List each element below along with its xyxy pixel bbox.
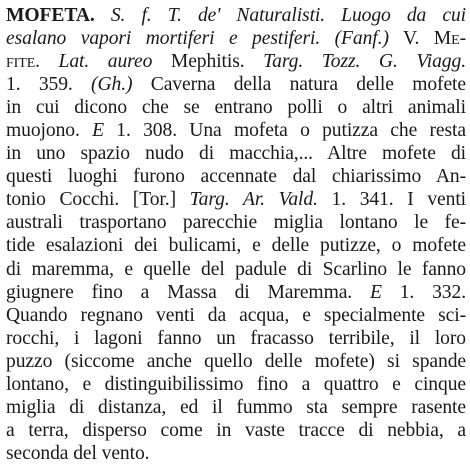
entry-line (6, 165, 466, 188)
entry-line (6, 281, 466, 304)
entry-text-segment: a terra, disperso come in vaste tracce di nebbia, a (6, 419, 466, 441)
entry-line (6, 327, 466, 350)
entry-text-segment: giugnere fino a Massa di Maremma. (6, 281, 370, 303)
entry-text-segment: Targ. Ar. Vald. (189, 189, 318, 211)
entry-text-segment: in uno spazio nudo di macchia,... Altre mofete di (6, 143, 466, 165)
entry-text-segment: Mephitis. (152, 51, 264, 73)
entry-text-segment: in cui dicono che se entrano polli o altri animali (6, 97, 466, 119)
entry-line (6, 304, 466, 327)
entry-text-segment: seconda del vento. (6, 442, 150, 464)
entry-text-segment: Caverna della natura delle mofete (132, 74, 466, 96)
entry-text-segment: miglia di distanza, ed il fummo sta sempre rasente (6, 396, 466, 418)
entry-text-segment: 1. 308. Una mofeta o putizza che resta (103, 120, 466, 142)
entry-line (6, 258, 466, 281)
entry-text-segment: rocchi, i lagoni fanno un fracasso terribile, il loro (6, 327, 466, 349)
entry-text-segment: E (92, 120, 104, 142)
entry-line (6, 442, 466, 465)
entry-line (6, 142, 466, 165)
entry-line (6, 73, 466, 96)
entry-line (6, 50, 466, 73)
entry-text-segment: MOFETA. (6, 5, 95, 26)
entry-line (6, 4, 466, 27)
entry-line (6, 27, 466, 50)
entry-line (6, 188, 466, 211)
entry-text-segment: (Fanf.) (320, 28, 389, 50)
entry-text-segment: V. (388, 28, 434, 50)
entry-text-segment: Me- (433, 28, 466, 50)
entry-line (6, 373, 466, 396)
entry-line (6, 96, 466, 119)
entry-line (6, 396, 466, 419)
entry-text-segment: 1. 332. (381, 281, 466, 303)
dictionary-entry-mofeta (6, 4, 466, 465)
entry-text-segment: Lat. aureo (39, 51, 153, 73)
entry-text-segment: fite. (6, 51, 40, 73)
entry-text-segment: muojono. (6, 120, 93, 142)
entry-text-segment: Targ. Tozz. G. Viagg. (263, 51, 466, 73)
entry-text-segment: esalano vapori mortiferi e pestiferi. (6, 28, 321, 50)
entry-text-segment: 1. 359. (6, 74, 92, 96)
entry-text-segment: puzzo (siccome anche quello delle mofete) si spande (6, 350, 466, 372)
entry-text-segment: tide esalazioni dei bulicami, e delle putizze, o mofete (6, 235, 466, 257)
entry-text-segment: (Gh.) (91, 74, 133, 96)
entry-text-segment: 1. 341. I venti (317, 189, 467, 211)
entry-line (6, 419, 466, 442)
entry-text-segment: tonio Cocchi. [Tor.] (6, 189, 190, 211)
entry-text-segment: questi luoghi furono accennate dal chiarissimo An- (6, 166, 466, 188)
entry-line (6, 119, 466, 142)
entry-line (6, 350, 466, 373)
entry-text-segment: S. f. T. de' Naturalisti. Luogo da cui (94, 5, 466, 26)
entry-text-segment: Quando regnano venti da acqua, e specialmente sci- (6, 304, 466, 326)
entry-text-segment: E (369, 281, 382, 303)
entry-text-segment: di maremma, e quelle del padule di Scarlino le fanno (6, 258, 466, 280)
entry-line (6, 234, 466, 257)
entry-line (6, 211, 466, 234)
entry-text-segment: australi trasportano parecchie miglia lontano le fe- (6, 212, 466, 234)
entry-text-segment: lontano, e distinguibilissimo fino a quattro e cinque (6, 373, 466, 395)
